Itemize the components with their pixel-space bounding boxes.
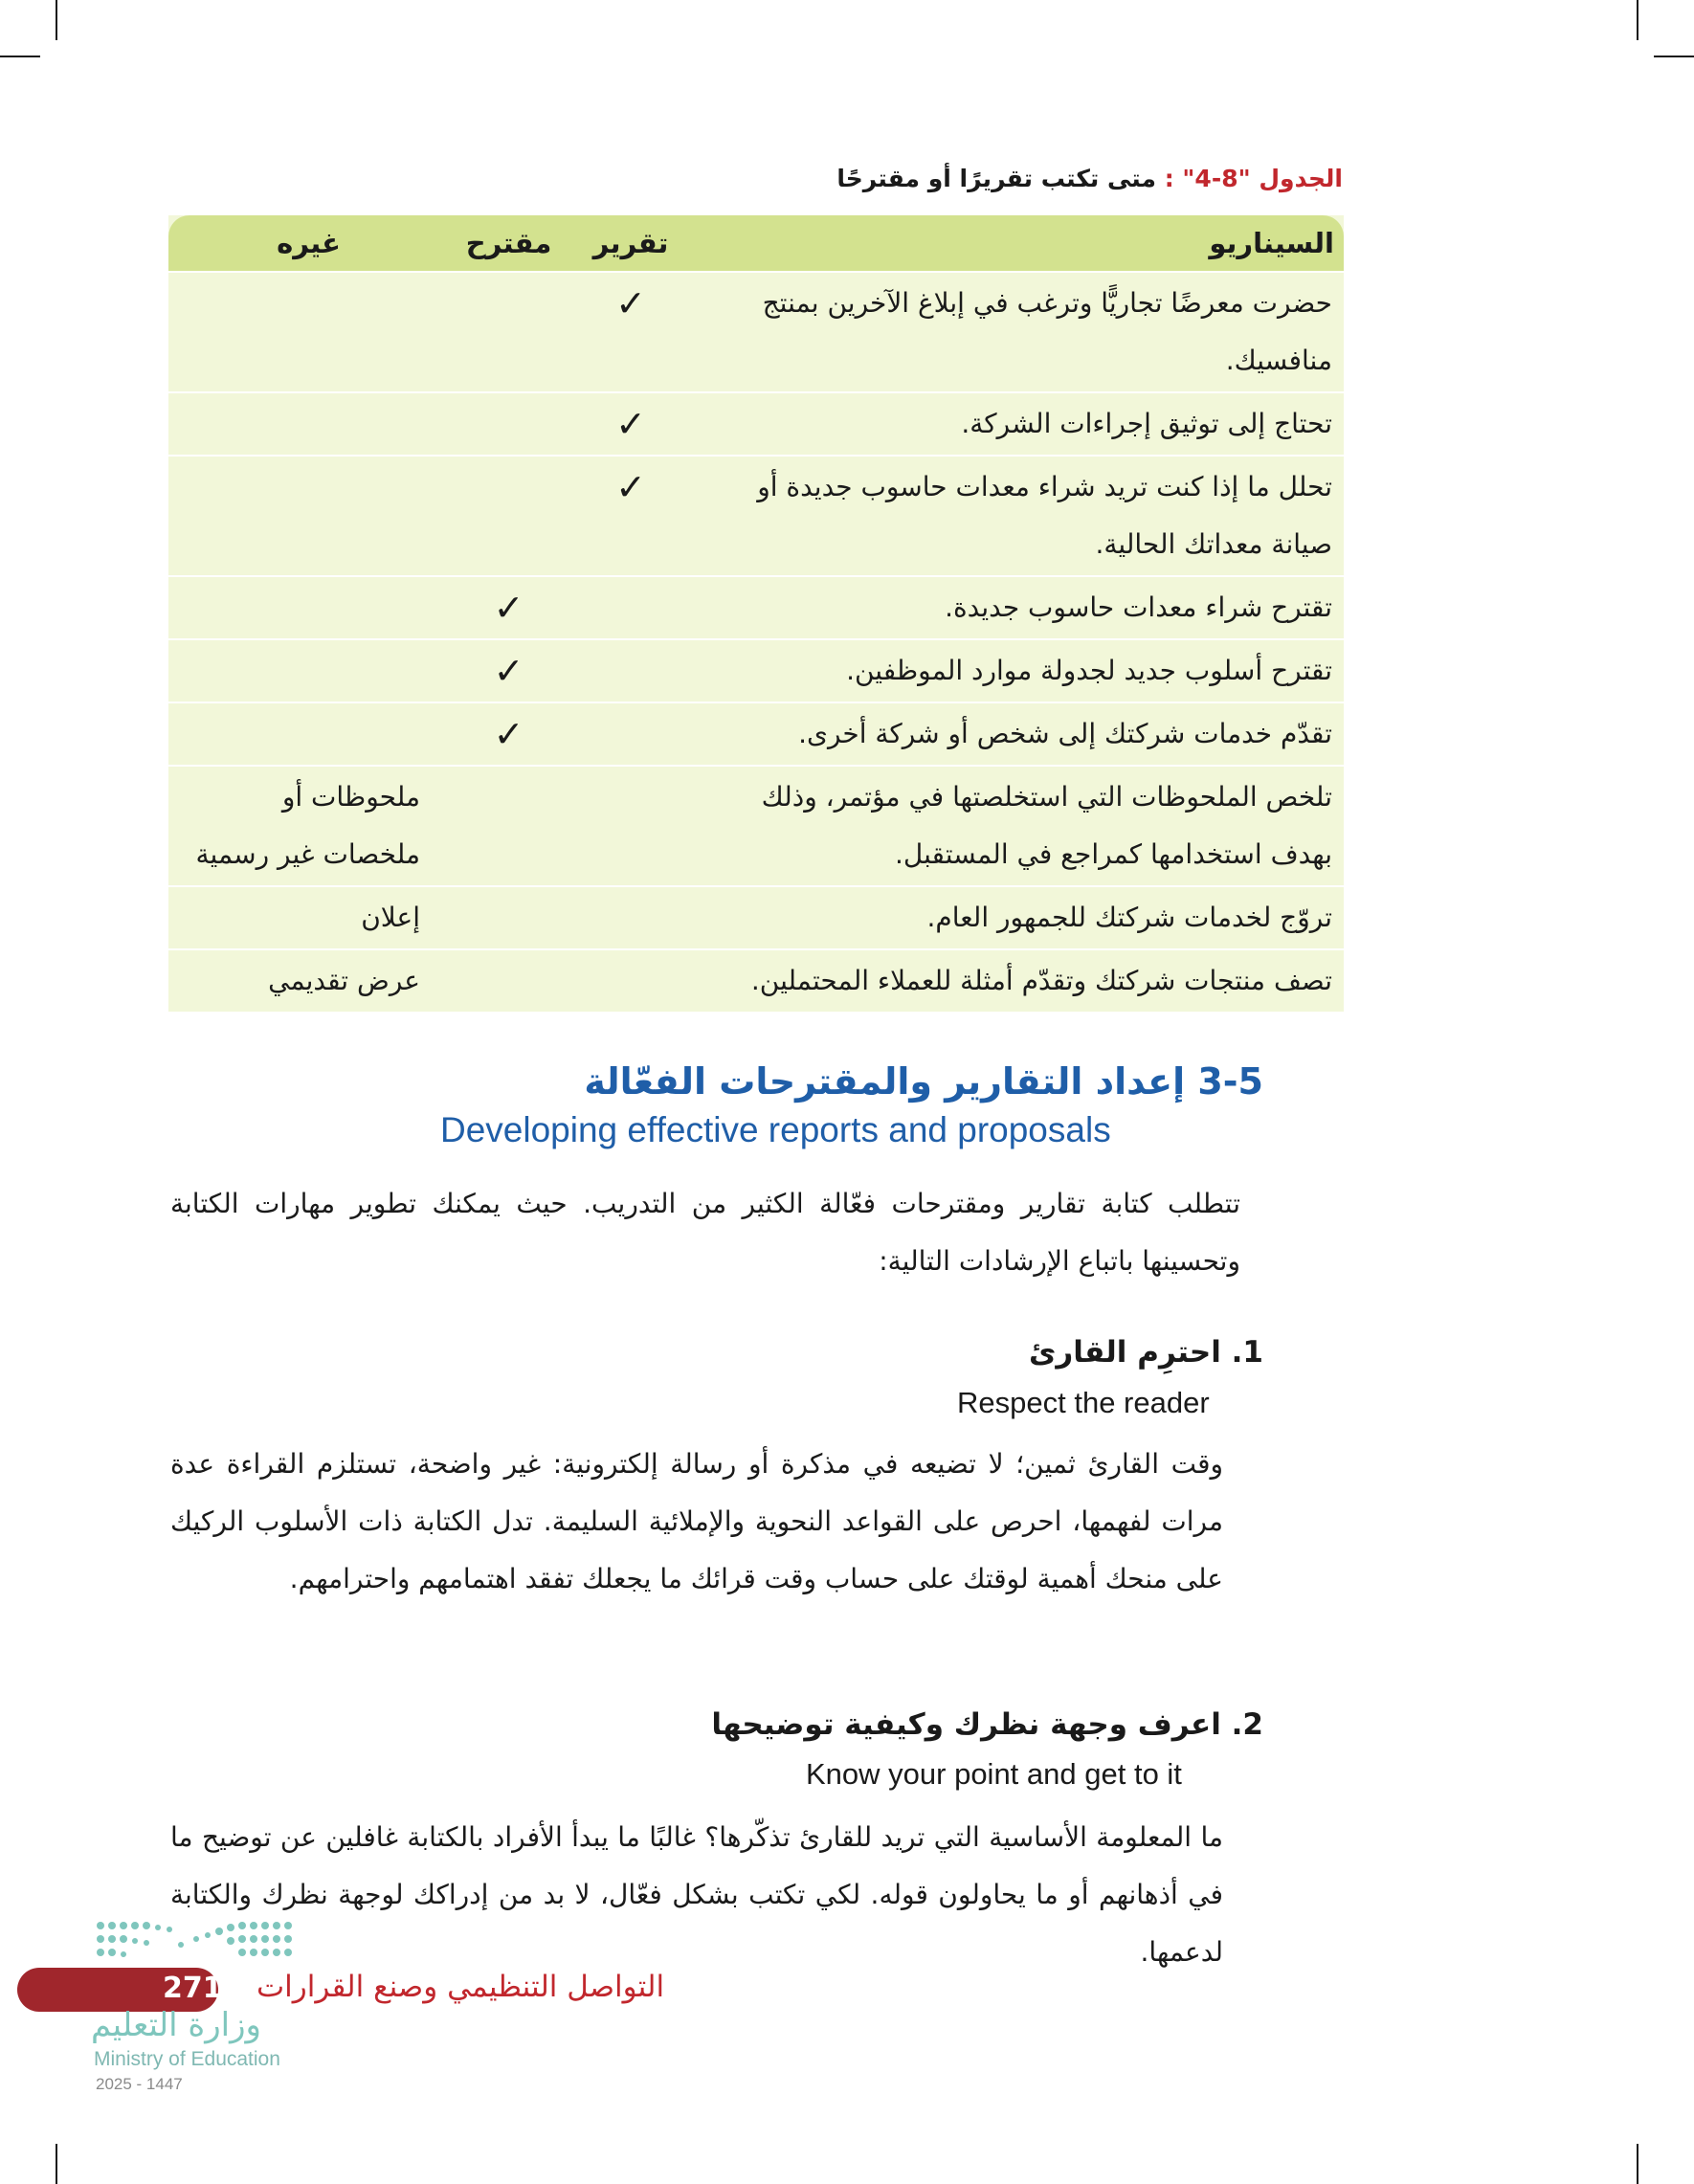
cell-proposal-check: ✓: [449, 576, 568, 639]
cell-other: ملحوظات أو ملخصات غير رسمية: [168, 766, 449, 886]
header-scenario: السيناريو: [693, 215, 1344, 272]
table-header-row: [168, 215, 1344, 272]
cell-scenario: تصف منتجات شركتك وتقدّم أمثلة للعملاء المحتملين.: [693, 949, 1344, 1012]
cell-report-check: [568, 766, 693, 886]
table-caption-text: متى تكتب تقريرًا أو مقترحًا: [836, 165, 1165, 192]
cell-proposal-check: ✓: [449, 702, 568, 766]
crop-mark: [1654, 56, 1694, 57]
item-1-body: وقت القارئ ثمين؛ لا تضيعه في مذكرة أو رسالة إلكترونية: غير واضحة، تستلزم القراءة عدة مرات لفهمها، احرص على القواعد النحوية والإملائية السليمة. تدل الكتابة ذات الأسلوب الركيك على منحك أهمية لوقتك على حساب وقت قرائك ما يجعلك تفقد اهتمامهم واحترامهم.: [170, 1448, 1223, 1594]
crop-mark: [1637, 0, 1638, 40]
section-intro-paragraph: تتطلب كتابة تقارير ومقترحات فعّالة الكثير من التدريب. حيث يمكنك تطوير مهارات الكتابة وتحسينها باتباع الإرشادات التالية:: [170, 1188, 1240, 1277]
cell-scenario: تحلل ما إذا كنت تريد شراء معدات حاسوب جديدة أو صيانة معداتك الحالية.: [693, 456, 1344, 576]
cell-report-check: ✓: [568, 272, 693, 392]
table-row: [168, 456, 1344, 576]
cell-proposal-check: [449, 392, 568, 456]
cell-proposal-check: [449, 766, 568, 886]
crop-mark: [0, 56, 40, 57]
cell-report-check: [568, 576, 693, 639]
cell-proposal-check: [449, 949, 568, 1012]
cell-proposal-check: [449, 456, 568, 576]
cell-scenario: تقترح أسلوب جديد لجدولة موارد الموظفين.: [693, 639, 1344, 702]
cell-report-check: [568, 886, 693, 949]
table-row: [168, 392, 1344, 456]
table-row: [168, 702, 1344, 766]
cell-report-check: ✓: [568, 392, 693, 456]
table-row: [168, 272, 1344, 392]
table-row: [168, 949, 1344, 1012]
table-row: [168, 639, 1344, 702]
cell-scenario: حضرت معرضًا تجاريًّا وترغب في إبلاغ الآخرين بمنتج منافسيك.: [693, 272, 1344, 392]
item-2-title-arabic: 2. اعرف وجهة نظرك وكيفية توضيحها: [711, 1707, 1263, 1742]
table-row: [168, 766, 1344, 886]
cell-scenario: تلخص الملحوظات التي استخلصتها في مؤتمر، وذلك بهدف استخدامها كمراجع في المستقبل.: [693, 766, 1344, 886]
cell-proposal-check: ✓: [449, 639, 568, 702]
item-1-title-arabic: 1. احترِم القارئ: [1028, 1335, 1263, 1370]
item-2-body: ما المعلومة الأساسية التي تريد للقارئ تذكّرها؟ غالبًا ما يبدأ الأفراد بالكتابة غافلين عن توضيح ما في أذهانهم أو ما يحاولون قوله. لكي تكتب بشكل فعّال، لا بد من إدراكك لوجهة نظرك والكتابة لدعمها.: [170, 1821, 1223, 1968]
table-caption-label: الجدول "8-4" :: [1164, 165, 1343, 192]
cell-other: [168, 272, 449, 392]
crop-mark: [56, 0, 57, 40]
crop-mark: [56, 2144, 57, 2184]
cell-other: [168, 392, 449, 456]
ministry-logo-dots: [91, 1916, 301, 1973]
page-number: 271: [163, 1972, 223, 2005]
cell-proposal-check: [449, 272, 568, 392]
section-title-arabic: 3-5 إعداد التقارير والمقترحات الفعّالة: [584, 1060, 1263, 1103]
cell-report-check: [568, 702, 693, 766]
cell-other: [168, 456, 449, 576]
cell-report-check: [568, 949, 693, 1012]
header-proposal: مقترح: [449, 215, 568, 272]
edition-year: 2025 - 1447: [96, 2075, 183, 2093]
book-title: التواصل التنظيمي وصنع القرارات: [256, 1970, 665, 2004]
table-row: [168, 886, 1344, 949]
scenario-table: [168, 215, 1344, 1012]
ministry-name-arabic: وزارة التعليم: [91, 2006, 261, 2044]
header-other: غيره: [168, 215, 449, 272]
cell-scenario: تروّج لخدمات شركتك للجمهور العام.: [693, 886, 1344, 949]
cell-scenario: تقدّم خدمات شركتك إلى شخص أو شركة أخرى.: [693, 702, 1344, 766]
cell-proposal-check: [449, 886, 568, 949]
header-report: تقرير: [568, 215, 693, 272]
item-2-title-english: Know your point and get to it: [806, 1757, 1182, 1791]
cell-scenario: تقترح شراء معدات حاسوب جديدة.: [693, 576, 1344, 639]
cell-report-check: ✓: [568, 456, 693, 576]
cell-other: [168, 702, 449, 766]
crop-mark: [1637, 2144, 1638, 2184]
item-1-title-english: Respect the reader: [957, 1386, 1210, 1419]
section-title-english: Developing effective reports and proposals: [440, 1110, 1111, 1149]
table-caption: [836, 165, 1343, 192]
cell-other: [168, 576, 449, 639]
ministry-name-english: Ministry of Education: [94, 2048, 280, 2070]
cell-report-check: [568, 639, 693, 702]
cell-other: عرض تقديمي: [168, 949, 449, 1012]
cell-other: [168, 639, 449, 702]
table-row: [168, 576, 1344, 639]
cell-other: إعلان: [168, 886, 449, 949]
cell-scenario: تحتاج إلى توثيق إجراءات الشركة.: [693, 392, 1344, 456]
